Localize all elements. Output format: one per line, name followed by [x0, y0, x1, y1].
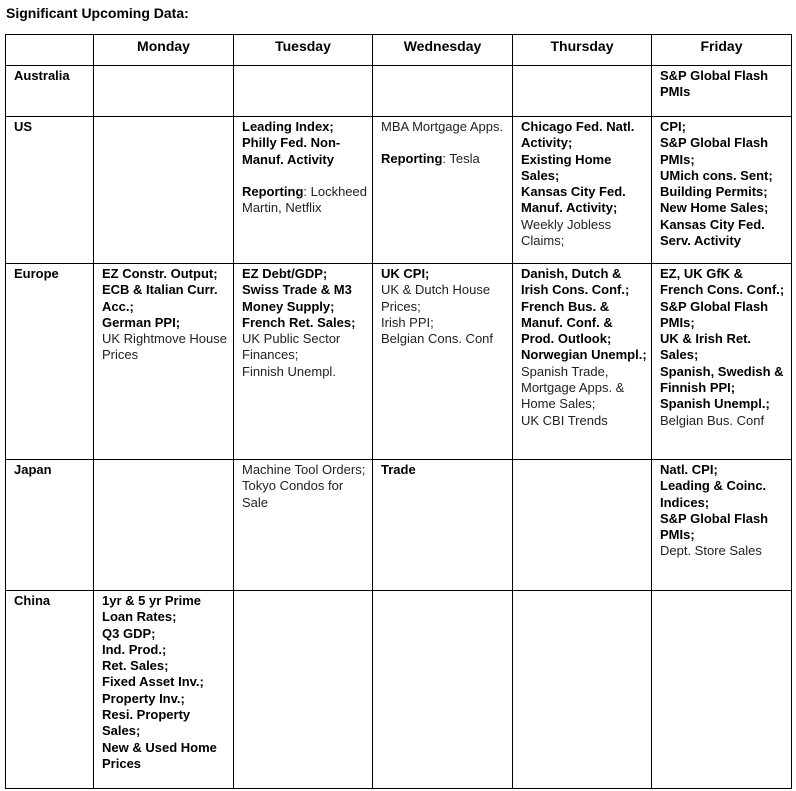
- data-release-item: Weekly Jobless Claims;: [521, 216, 612, 249]
- data-release-item: Finnish Unempl.: [242, 363, 336, 379]
- day-header: Tuesday: [234, 35, 373, 66]
- day-header: Wednesday: [373, 35, 513, 66]
- data-release-item: S&P Global Flash PMIs;: [660, 510, 769, 543]
- schedule-cell: [513, 591, 652, 789]
- schedule-cell: [513, 460, 652, 591]
- data-release-item: Leading & Coinc. Indices;: [660, 478, 767, 510]
- upcoming-data-table: [5, 34, 792, 789]
- data-release-item: Kansas City Fed. Manuf. Activity;: [521, 184, 626, 216]
- data-release-item: Ret. Sales;: [102, 658, 169, 674]
- day-header: Monday: [94, 35, 234, 66]
- country-label: Japan: [6, 460, 94, 591]
- schedule-cell: [94, 591, 234, 789]
- day-header: Friday: [652, 35, 792, 66]
- schedule-cell: [373, 264, 513, 460]
- corner-cell: [6, 35, 94, 66]
- schedule-cell: [373, 117, 513, 264]
- data-release-item: Tokyo Condos for Sale: [242, 478, 344, 510]
- schedule-cell: [234, 117, 373, 264]
- schedule-cell: [652, 460, 792, 591]
- schedule-cell: [513, 117, 652, 264]
- data-release-item: CPI;: [660, 119, 686, 134]
- country-label: Europe: [6, 264, 94, 460]
- country-label: China: [6, 591, 94, 789]
- data-release-item: Spanish Trade, Mortgage Apps. & Home Sales;: [521, 363, 625, 412]
- reporting-label: Reporting: [242, 183, 304, 199]
- table-row: [6, 66, 792, 117]
- data-release-item: Resi. Property Sales;: [102, 707, 191, 739]
- data-release-item: Existing Home Sales;: [521, 151, 612, 183]
- data-release-item: Leading Index;: [242, 119, 334, 134]
- data-release-item: Property Inv.;: [102, 690, 185, 706]
- data-release-item: French Ret. Sales;: [242, 314, 356, 330]
- data-release-item: Swiss Trade & M3 Money Supply;: [242, 282, 352, 314]
- schedule-cell: [94, 264, 234, 460]
- data-release-item: S&P Global Flash PMIs;: [660, 298, 769, 330]
- schedule-cell: [234, 591, 373, 789]
- country-label: Australia: [6, 66, 94, 117]
- data-release-item: UK & Irish Ret. Sales;: [660, 331, 752, 363]
- data-release-item: Natl. CPI;: [660, 462, 718, 477]
- schedule-cell: [373, 460, 513, 591]
- data-release-item: UMich cons. Sent;: [660, 167, 773, 183]
- data-release-item: UK Rightmove House Prices: [102, 331, 227, 363]
- data-release-item: Norwegian Unempl.;: [521, 347, 647, 363]
- data-release-item: Irish PPI;: [381, 314, 434, 330]
- data-release-item: Ind. Prod.;: [102, 641, 167, 657]
- data-release-item: Building Permits;: [660, 184, 768, 200]
- schedule-cell: [373, 591, 513, 789]
- data-release-item: 1yr & 5 yr Prime Loan Rates;: [102, 593, 202, 625]
- schedule-cell: [94, 460, 234, 591]
- table-row: [6, 591, 792, 789]
- schedule-cell: [652, 66, 792, 117]
- reporting-line: [242, 184, 368, 217]
- schedule-cell: [652, 264, 792, 460]
- data-release-item: Belgian Cons. Conf: [381, 331, 494, 347]
- data-release-item: Fixed Asset Inv.;: [102, 674, 204, 690]
- data-release-item: UK CPI;: [381, 266, 430, 281]
- data-release-item: French Bus. & Manuf. Conf. & Prod. Outlook;: [521, 298, 613, 347]
- reporting-companies: : Lockheed Martin, Netflix: [242, 183, 367, 216]
- schedule-cell: [652, 117, 792, 264]
- reporting-label: Reporting: [381, 151, 443, 167]
- data-release-item: Spanish, Swedish & Finnish PPI;: [660, 363, 784, 396]
- table-row: [6, 117, 792, 264]
- data-release-item: EZ Debt/GDP;: [242, 266, 328, 281]
- schedule-cell: [234, 460, 373, 591]
- day-header: Thursday: [513, 35, 652, 66]
- data-release-item: Danish, Dutch & Irish Cons. Conf.;: [521, 266, 630, 298]
- data-release-item: Chicago Fed. Natl. Activity;: [521, 119, 635, 151]
- data-release-item: Spanish Unempl.;: [660, 396, 770, 412]
- data-release-item: UK CBI Trends: [521, 412, 608, 428]
- data-release-item: Dept. Store Sales: [660, 543, 762, 559]
- schedule-cell: [94, 117, 234, 264]
- data-release-item: S&P Global Flash PMIs;: [660, 135, 769, 167]
- data-release-item: MBA Mortgage Apps.: [381, 119, 504, 134]
- data-release-item: German PPI;: [102, 314, 181, 330]
- data-release-item: EZ Constr. Output;: [102, 266, 218, 281]
- reporting-companies: : Tesla: [442, 151, 480, 167]
- schedule-cell: [513, 264, 652, 460]
- schedule-cell: [513, 66, 652, 117]
- data-release-item: Machine Tool Orders;: [242, 462, 366, 477]
- reporting-line: [381, 151, 508, 167]
- schedule-cell: [373, 66, 513, 117]
- data-release-item: Kansas City Fed. Serv. Activity: [660, 216, 765, 249]
- data-release-item: Philly Fed. Non-Manuf. Activity: [242, 135, 341, 167]
- data-release-item: UK & Dutch House Prices;: [381, 282, 491, 314]
- data-release-item: New & Used Home Prices: [102, 739, 217, 771]
- schedule-cell: [94, 66, 234, 117]
- data-release-item: New Home Sales;: [660, 200, 769, 216]
- table-row: [6, 460, 792, 591]
- table-body: [6, 66, 792, 789]
- data-release-item: Q3 GDP;: [102, 625, 156, 641]
- spacer: [242, 168, 368, 184]
- data-release-item: S&P Global Flash PMIs: [660, 68, 769, 100]
- spacer: [381, 135, 508, 151]
- header-row: [6, 35, 792, 66]
- schedule-cell: [652, 591, 792, 789]
- country-label: US: [6, 117, 94, 264]
- schedule-cell: [234, 264, 373, 460]
- page-title: Significant Upcoming Data:: [6, 5, 189, 21]
- data-release-item: Trade: [381, 462, 416, 477]
- table-row: [6, 264, 792, 460]
- data-release-item: Belgian Bus. Conf: [660, 412, 765, 428]
- data-release-item: UK Public Sector Finances;: [242, 331, 341, 363]
- schedule-cell: [234, 66, 373, 117]
- data-release-item: ECB & Italian Curr. Acc.;: [102, 282, 218, 314]
- data-release-item: EZ, UK GfK & French Cons. Conf.;: [660, 266, 785, 298]
